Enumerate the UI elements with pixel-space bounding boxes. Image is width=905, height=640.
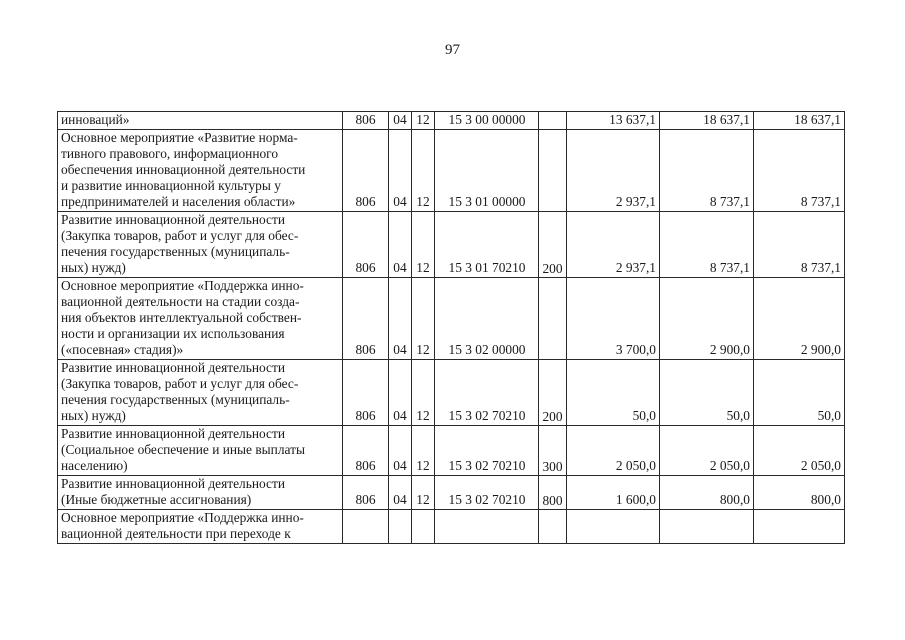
expense-type-cell [539, 510, 567, 544]
description-line: (Социальное обеспечение и иные выплаты [61, 442, 305, 457]
description-line: вационной деятельности на стадии созда- [61, 294, 300, 309]
amount-year2-cell: 18 637,1 [660, 112, 754, 130]
subsection-code-cell [412, 510, 435, 544]
table-row [58, 426, 845, 476]
amount-year2-cell: 8 737,1 [660, 212, 754, 278]
description-line: Развитие инновационной деятельности [61, 476, 285, 491]
expense-type-cell: 300 [539, 426, 567, 476]
expense-type-cell [539, 278, 567, 360]
description-line: инноваций» [61, 112, 130, 127]
section-code-cell [389, 510, 412, 544]
amount-year2-cell: 2 050,0 [660, 426, 754, 476]
description-cell [58, 112, 343, 130]
description-line: печения государственных (муниципаль- [61, 244, 290, 259]
subsection-code-cell: 12 [412, 112, 435, 130]
target-article-cell: 15 3 00 00000 [435, 112, 539, 130]
description-line: предпринимателей и населения области» [61, 194, 296, 209]
amount-year1-cell: 13 637,1 [567, 112, 660, 130]
description-line: обеспечения инновационной деятельности [61, 162, 306, 177]
description-cell [58, 426, 343, 476]
amount-year1-cell: 3 700,0 [567, 278, 660, 360]
description-line: Основное мероприятие «Поддержка инно- [61, 278, 304, 293]
description-line: Развитие инновационной деятельности [61, 212, 285, 227]
amount-year3-cell [754, 510, 845, 544]
description-line: печения государственных (муниципаль- [61, 392, 290, 407]
table-body [58, 112, 845, 544]
subsection-code-cell: 12 [412, 212, 435, 278]
description-line: и развитие инновационной культуры у [61, 178, 281, 193]
subsection-code-cell: 12 [412, 476, 435, 510]
table-row [58, 476, 845, 510]
grbs-code-cell: 806 [343, 112, 389, 130]
description-cell [58, 278, 343, 360]
grbs-code-cell: 806 [343, 130, 389, 212]
description-line: Развитие инновационной деятельности [61, 360, 285, 375]
subsection-code-cell: 12 [412, 130, 435, 212]
amount-year2-cell [660, 510, 754, 544]
target-article-cell: 15 3 02 70210 [435, 426, 539, 476]
description-line: (Иные бюджетные ассигнования) [61, 492, 252, 507]
target-article-cell [435, 510, 539, 544]
table-row [58, 510, 845, 544]
section-code-cell: 04 [389, 426, 412, 476]
section-code-cell: 04 [389, 212, 412, 278]
amount-year2-cell: 800,0 [660, 476, 754, 510]
amount-year1-cell [567, 510, 660, 544]
amount-year3-cell: 2 050,0 [754, 426, 845, 476]
amount-year3-cell: 2 900,0 [754, 278, 845, 360]
budget-table [57, 111, 845, 544]
expense-type-cell [539, 130, 567, 212]
target-article-cell: 15 3 02 70210 [435, 360, 539, 426]
target-article-cell: 15 3 02 00000 [435, 278, 539, 360]
amount-year3-cell: 50,0 [754, 360, 845, 426]
description-cell [58, 212, 343, 278]
description-line: тивного правового, информационного [61, 146, 279, 161]
table-row [58, 360, 845, 426]
subsection-code-cell: 12 [412, 278, 435, 360]
amount-year1-cell: 2 050,0 [567, 426, 660, 476]
section-code-cell: 04 [389, 112, 412, 130]
section-code-cell: 04 [389, 130, 412, 212]
description-line: Развитие инновационной деятельности [61, 426, 285, 441]
amount-year3-cell: 8 737,1 [754, 130, 845, 212]
description-line: Основное мероприятие «Развитие норма- [61, 130, 298, 145]
description-line: ности и организации их использования [61, 326, 285, 341]
amount-year2-cell: 8 737,1 [660, 130, 754, 212]
section-code-cell: 04 [389, 278, 412, 360]
table-row [58, 212, 845, 278]
description-line: ния объектов интеллектуальной собствен- [61, 310, 302, 325]
target-article-cell: 15 3 01 00000 [435, 130, 539, 212]
section-code-cell: 04 [389, 360, 412, 426]
description-cell [58, 360, 343, 426]
table-row [58, 130, 845, 212]
amount-year1-cell: 1 600,0 [567, 476, 660, 510]
grbs-code-cell: 806 [343, 426, 389, 476]
expense-type-cell [539, 112, 567, 130]
description-line: вационной деятельности при переходе к [61, 526, 291, 541]
grbs-code-cell: 806 [343, 212, 389, 278]
amount-year2-cell: 50,0 [660, 360, 754, 426]
description-line: (Закупка товаров, работ и услуг для обес- [61, 376, 299, 391]
subsection-code-cell: 12 [412, 360, 435, 426]
table-row [58, 112, 845, 130]
subsection-code-cell: 12 [412, 426, 435, 476]
description-cell [58, 476, 343, 510]
description-line: («посевная» стадия)» [61, 342, 184, 357]
description-line: ных) нужд) [61, 260, 126, 275]
description-cell [58, 510, 343, 544]
amount-year1-cell: 2 937,1 [567, 130, 660, 212]
grbs-code-cell [343, 510, 389, 544]
amount-year3-cell: 800,0 [754, 476, 845, 510]
description-line: ных) нужд) [61, 408, 126, 423]
grbs-code-cell: 806 [343, 476, 389, 510]
expense-type-cell: 200 [539, 360, 567, 426]
section-code-cell: 04 [389, 476, 412, 510]
amount-year3-cell: 8 737,1 [754, 212, 845, 278]
description-line: (Закупка товаров, работ и услуг для обес- [61, 228, 299, 243]
amount-year1-cell: 50,0 [567, 360, 660, 426]
expense-type-cell: 200 [539, 212, 567, 278]
target-article-cell: 15 3 02 70210 [435, 476, 539, 510]
grbs-code-cell: 806 [343, 278, 389, 360]
description-line: населению) [61, 458, 128, 473]
amount-year1-cell: 2 937,1 [567, 212, 660, 278]
description-line: Основное мероприятие «Поддержка инно- [61, 510, 304, 525]
amount-year2-cell: 2 900,0 [660, 278, 754, 360]
grbs-code-cell: 806 [343, 360, 389, 426]
description-cell [58, 130, 343, 212]
target-article-cell: 15 3 01 70210 [435, 212, 539, 278]
table-row [58, 278, 845, 360]
expense-type-cell: 800 [539, 476, 567, 510]
page-number: 97 [445, 42, 460, 58]
amount-year3-cell: 18 637,1 [754, 112, 845, 130]
